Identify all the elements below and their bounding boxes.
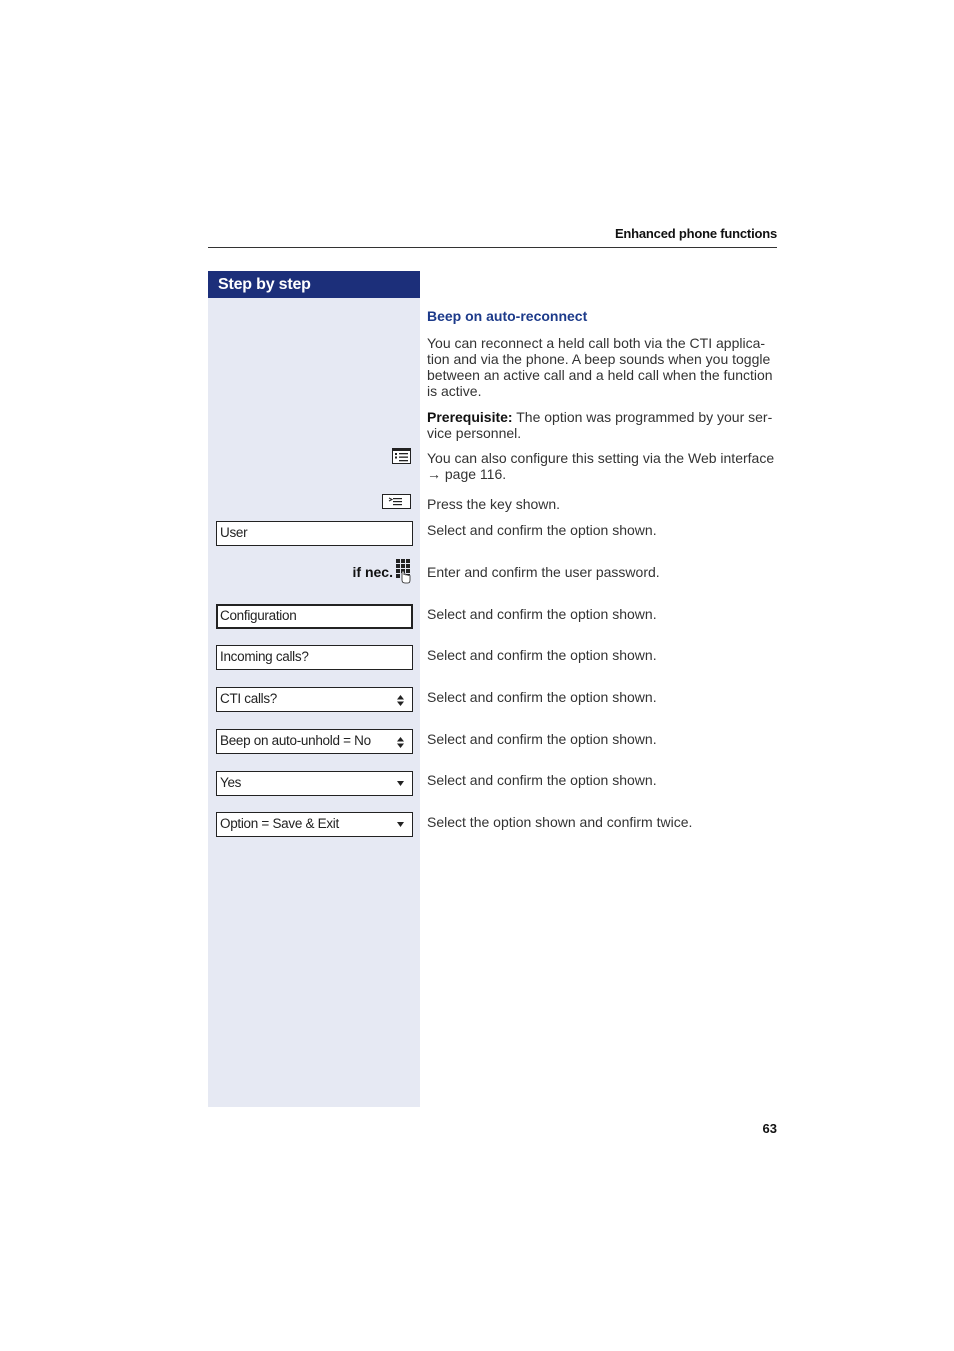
page-reference-link[interactable]: page 116. — [441, 466, 507, 482]
if-necessary-label: if nec. — [352, 564, 393, 580]
option-label: User — [220, 525, 248, 540]
option-configuration[interactable] — [216, 604, 413, 629]
intro-line: between an active call and a held call when the function — [427, 367, 773, 383]
prerequisite-text-cont: vice personnel. — [427, 425, 522, 441]
down-arrow-icon — [397, 781, 404, 786]
step-text: Select the option shown and confirm twice. — [427, 814, 693, 830]
step-text: Select and confirm the option shown. — [427, 772, 657, 788]
arrow-right-icon: → — [427, 466, 441, 482]
menu-list-icon — [392, 448, 411, 464]
step-text: Select and confirm the option shown. — [427, 689, 657, 705]
option-label: Incoming calls? — [220, 649, 309, 664]
page-number: 63 — [762, 1121, 777, 1136]
step-text: Select and confirm the option shown. — [427, 606, 657, 622]
step-text: Enter and confirm the user password. — [427, 564, 660, 580]
step-text: Select and confirm the option shown. — [427, 731, 657, 747]
prerequisite-paragraph — [427, 409, 779, 441]
option-label: Option = Save & Exit — [220, 816, 339, 831]
option-label: CTI calls? — [220, 691, 278, 706]
web-note-text: You can also configure this setting via the Web interface — [427, 450, 775, 466]
option-label: Yes — [220, 775, 242, 790]
down-arrow-icon — [397, 822, 404, 827]
running-header: Enhanced phone functions — [614, 226, 777, 241]
prerequisite-text: The option was programmed by your ser- — [512, 409, 773, 425]
up-down-arrow-icon — [397, 695, 404, 706]
step-text: Select and confirm the option shown. — [427, 522, 657, 538]
intro-paragraph — [427, 335, 779, 399]
prerequisite-label: Prerequisite: — [427, 409, 513, 425]
step-text: Press the key shown. — [427, 496, 561, 512]
option-incoming-calls[interactable] — [216, 645, 413, 670]
intro-line: You can reconnect a held call both via the CTI applica- — [427, 335, 766, 351]
web-interface-note — [427, 450, 779, 482]
intro-line: tion and via the phone. A beep sounds when you toggle — [427, 351, 771, 367]
option-save-exit[interactable] — [216, 812, 413, 837]
step-text: Select and confirm the option shown. — [427, 647, 657, 663]
option-label: Beep on auto-unhold = No — [220, 733, 371, 748]
option-beep-auto-unhold[interactable] — [216, 729, 413, 754]
intro-line: is active. — [427, 383, 482, 399]
program-key-icon — [382, 494, 411, 509]
option-label: Configuration — [220, 608, 297, 623]
header-rule — [208, 247, 777, 248]
up-down-arrow-icon — [397, 737, 404, 748]
option-user[interactable] — [216, 521, 413, 546]
section-title: Beep on auto-reconnect — [427, 308, 588, 324]
option-cti-calls[interactable] — [216, 687, 413, 712]
option-yes[interactable] — [216, 771, 413, 796]
dial-keypad-icon — [394, 558, 412, 584]
sidebar-heading: Step by step — [208, 271, 420, 298]
